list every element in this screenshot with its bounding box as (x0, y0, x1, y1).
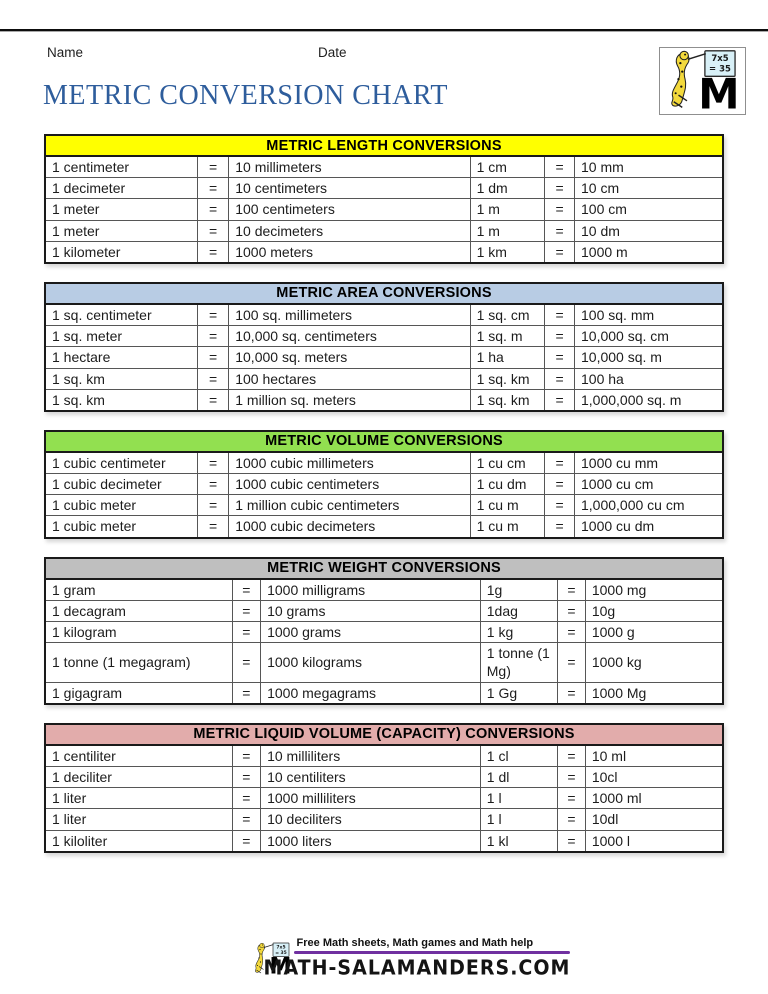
cell-value: 1000 cubic millimeters (229, 452, 470, 474)
cell-equals: = (558, 830, 586, 852)
cell-abbr: 1 cu cm (470, 452, 545, 474)
cell-unit: 1 gram (45, 579, 232, 601)
table-row (45, 199, 723, 220)
cell-abbr: 1 sq. m (470, 326, 545, 347)
cell-equals: = (198, 474, 229, 495)
cell-equals: = (545, 199, 575, 220)
cell-value: 1000 grams (261, 622, 481, 643)
table-title: METRIC AREA CONVERSIONS (45, 283, 723, 304)
conversion-tables (44, 134, 724, 871)
cell-equals: = (232, 766, 260, 787)
cell-unit: 1 gigagram (45, 682, 232, 704)
cell-abbr: 1 km (470, 241, 545, 263)
table-row (45, 474, 723, 495)
conversion-table-4 (44, 557, 724, 705)
cell-abbr-value: 1000 m (575, 241, 724, 263)
table-row (45, 326, 723, 347)
cell-equals: = (558, 788, 586, 809)
cell-unit: 1 kiloliter (45, 830, 232, 852)
cell-abbr-value: 10 mm (575, 156, 724, 178)
cell-value: 10 milliliters (261, 745, 481, 767)
table-row (45, 495, 723, 516)
cell-unit: 1 centiliter (45, 745, 232, 767)
cell-value: 100 sq. millimeters (229, 304, 470, 326)
cell-abbr-value: 10dl (585, 809, 723, 830)
cell-equals: = (232, 643, 260, 682)
cell-unit: 1 cubic meter (45, 495, 198, 516)
cell-equals: = (545, 495, 575, 516)
cell-unit: 1 kilometer (45, 241, 198, 263)
cell-equals: = (198, 326, 229, 347)
cell-unit: 1 sq. km (45, 389, 198, 411)
table-row (45, 241, 723, 263)
cell-equals: = (545, 347, 575, 368)
cell-abbr-value: 10,000 sq. cm (575, 326, 724, 347)
cell-value: 10 grams (261, 600, 481, 621)
cell-equals: = (545, 220, 575, 241)
table-row (45, 745, 723, 767)
table-row (45, 347, 723, 368)
cell-abbr-value: 1000 ml (585, 788, 723, 809)
cell-equals: = (545, 368, 575, 389)
cell-equals: = (558, 766, 586, 787)
cell-abbr: 1 cm (470, 156, 545, 178)
cell-abbr: 1g (480, 579, 557, 601)
cell-value: 1000 liters (261, 830, 481, 852)
cell-equals: = (198, 347, 229, 368)
cell-abbr: 1 sq. km (470, 389, 545, 411)
cell-equals: = (545, 516, 575, 538)
cell-abbr: 1 cu m (470, 516, 545, 538)
cell-abbr-value: 1000 cu dm (575, 516, 724, 538)
cell-abbr: 1 cu m (470, 495, 545, 516)
cell-value: 1000 cubic centimeters (229, 474, 470, 495)
cell-abbr: 1 ha (470, 347, 545, 368)
table-title: METRIC WEIGHT CONVERSIONS (45, 558, 723, 579)
cell-equals: = (198, 304, 229, 326)
cell-abbr: 1dag (480, 600, 557, 621)
cell-equals: = (545, 389, 575, 411)
cell-value: 1000 milliliters (261, 788, 481, 809)
salamander-icon (661, 48, 745, 114)
cell-equals: = (198, 178, 229, 199)
cell-abbr-value: 1000 l (585, 830, 723, 852)
cell-value: 10 deciliters (261, 809, 481, 830)
cell-abbr-value: 100 ha (575, 368, 724, 389)
table-row (45, 156, 723, 178)
conversion-table-3 (44, 430, 724, 539)
cell-equals: = (558, 622, 586, 643)
cell-abbr: 1 Gg (480, 682, 557, 704)
cell-unit: 1 liter (45, 809, 232, 830)
footer-site-name: MATH-SALAMANDERS.COM (263, 956, 571, 980)
cell-abbr: 1 l (480, 809, 557, 830)
cell-value: 1000 meters (229, 241, 470, 263)
cell-equals: = (198, 495, 229, 516)
cell-equals: = (198, 156, 229, 178)
table-row (45, 682, 723, 704)
cell-value: 10,000 sq. centimeters (229, 326, 470, 347)
cell-abbr-value: 100 cm (575, 199, 724, 220)
cell-equals: = (232, 579, 260, 601)
cell-abbr-value: 1000 cu mm (575, 452, 724, 474)
conversion-table-1 (44, 134, 724, 264)
cell-value: 1000 cubic decimeters (229, 516, 470, 538)
cell-equals: = (558, 809, 586, 830)
cell-unit: 1 liter (45, 788, 232, 809)
table-row (45, 178, 723, 199)
cell-abbr-value: 1000 kg (585, 643, 723, 682)
cell-equals: = (198, 220, 229, 241)
cell-equals: = (198, 452, 229, 474)
cell-value: 10 centiliters (261, 766, 481, 787)
cell-equals: = (545, 156, 575, 178)
cell-abbr: 1 sq. cm (470, 304, 545, 326)
cell-equals: = (198, 241, 229, 263)
table-row (45, 830, 723, 852)
cell-unit: 1 meter (45, 220, 198, 241)
table-row (45, 452, 723, 474)
cell-unit: 1 cubic centimeter (45, 452, 198, 474)
cell-equals: = (558, 600, 586, 621)
table-row (45, 389, 723, 411)
cell-abbr-value: 1000 Mg (585, 682, 723, 704)
cell-unit: 1 kilogram (45, 622, 232, 643)
table-row (45, 220, 723, 241)
cell-abbr-value: 100 sq. mm (575, 304, 724, 326)
cell-value: 1000 milligrams (261, 579, 481, 601)
cell-equals: = (558, 643, 586, 682)
table-row (45, 600, 723, 621)
cell-value: 1000 megagrams (261, 682, 481, 704)
cell-equals: = (232, 622, 260, 643)
table-row (45, 304, 723, 326)
cell-value: 10,000 sq. meters (229, 347, 470, 368)
page-title: METRIC CONVERSION CHART (43, 80, 448, 111)
cell-abbr-value: 10 dm (575, 220, 724, 241)
cell-abbr-value: 1000 g (585, 622, 723, 643)
cell-abbr-value: 1000 mg (585, 579, 723, 601)
cell-abbr: 1 tonne (1 Mg) (480, 643, 557, 682)
cell-abbr: 1 dl (480, 766, 557, 787)
cell-equals: = (198, 389, 229, 411)
cell-abbr-value: 10g (585, 600, 723, 621)
cell-unit: 1 tonne (1 megagram) (45, 643, 232, 682)
table-title: METRIC LIQUID VOLUME (CAPACITY) CONVERSIONS (45, 724, 723, 745)
cell-equals: = (558, 682, 586, 704)
cell-abbr-value: 1000 cu cm (575, 474, 724, 495)
cell-equals: = (232, 682, 260, 704)
name-label: Name (47, 45, 84, 60)
cell-equals: = (545, 452, 575, 474)
cell-abbr: 1 cu dm (470, 474, 545, 495)
cell-equals: = (232, 809, 260, 830)
cell-value: 1 million sq. meters (229, 389, 470, 411)
cell-value: 10 centimeters (229, 178, 470, 199)
table-title: METRIC VOLUME CONVERSIONS (45, 431, 723, 452)
cell-equals: = (545, 326, 575, 347)
cell-unit: 1 sq. centimeter (45, 304, 198, 326)
cell-equals: = (545, 178, 575, 199)
cell-value: 10 decimeters (229, 220, 470, 241)
cell-abbr-value: 1,000,000 sq. m (575, 389, 724, 411)
cell-value: 1000 kilograms (261, 643, 481, 682)
table-row (45, 643, 723, 682)
cell-unit: 1 decagram (45, 600, 232, 621)
cell-abbr: 1 dm (470, 178, 545, 199)
cell-unit: 1 deciliter (45, 766, 232, 787)
table-row (45, 579, 723, 601)
cell-value: 1 million cubic centimeters (229, 495, 470, 516)
cell-equals: = (198, 368, 229, 389)
cell-unit: 1 meter (45, 199, 198, 220)
cell-abbr-value: 1,000,000 cu cm (575, 495, 724, 516)
table-row (45, 622, 723, 643)
cell-unit: 1 decimeter (45, 178, 198, 199)
table-row (45, 368, 723, 389)
cell-value: 10 millimeters (229, 156, 470, 178)
conversion-table-2 (44, 282, 724, 412)
cell-abbr: 1 m (470, 220, 545, 241)
cell-equals: = (198, 516, 229, 538)
cell-unit: 1 cubic decimeter (45, 474, 198, 495)
table-row (45, 766, 723, 787)
top-divider (0, 29, 768, 32)
cell-equals: = (232, 788, 260, 809)
conversion-table-5 (44, 723, 724, 853)
cell-equals: = (545, 474, 575, 495)
footer-underline (294, 951, 571, 954)
cell-equals: = (232, 830, 260, 852)
cell-equals: = (198, 199, 229, 220)
table-title: METRIC LENGTH CONVERSIONS (45, 135, 723, 156)
cell-unit: 1 sq. meter (45, 326, 198, 347)
footer (0, 937, 768, 978)
table-row (45, 516, 723, 538)
footer-tagline: Free Math sheets, Math games and Math help (296, 937, 534, 949)
cell-equals: = (545, 304, 575, 326)
cell-unit: 1 sq. km (45, 368, 198, 389)
cell-equals: = (232, 745, 260, 767)
cell-unit: 1 cubic meter (45, 516, 198, 538)
cell-abbr: 1 kl (480, 830, 557, 852)
math-salamanders-logo (659, 47, 746, 115)
cell-equals: = (232, 600, 260, 621)
cell-unit: 1 centimeter (45, 156, 198, 178)
cell-abbr-value: 10cl (585, 766, 723, 787)
cell-abbr: 1 cl (480, 745, 557, 767)
cell-value: 100 hectares (229, 368, 470, 389)
cell-equals: = (545, 241, 575, 263)
cell-value: 100 centimeters (229, 199, 470, 220)
cell-equals: = (558, 579, 586, 601)
cell-abbr-value: 10 cm (575, 178, 724, 199)
date-label: Date (318, 45, 347, 60)
cell-abbr: 1 sq. km (470, 368, 545, 389)
cell-equals: = (558, 745, 586, 767)
cell-abbr-value: 10 ml (585, 745, 723, 767)
cell-abbr: 1 kg (480, 622, 557, 643)
cell-abbr-value: 10,000 sq. m (575, 347, 724, 368)
cell-abbr: 1 m (470, 199, 545, 220)
table-row (45, 809, 723, 830)
cell-abbr: 1 l (480, 788, 557, 809)
cell-unit: 1 hectare (45, 347, 198, 368)
table-row (45, 788, 723, 809)
